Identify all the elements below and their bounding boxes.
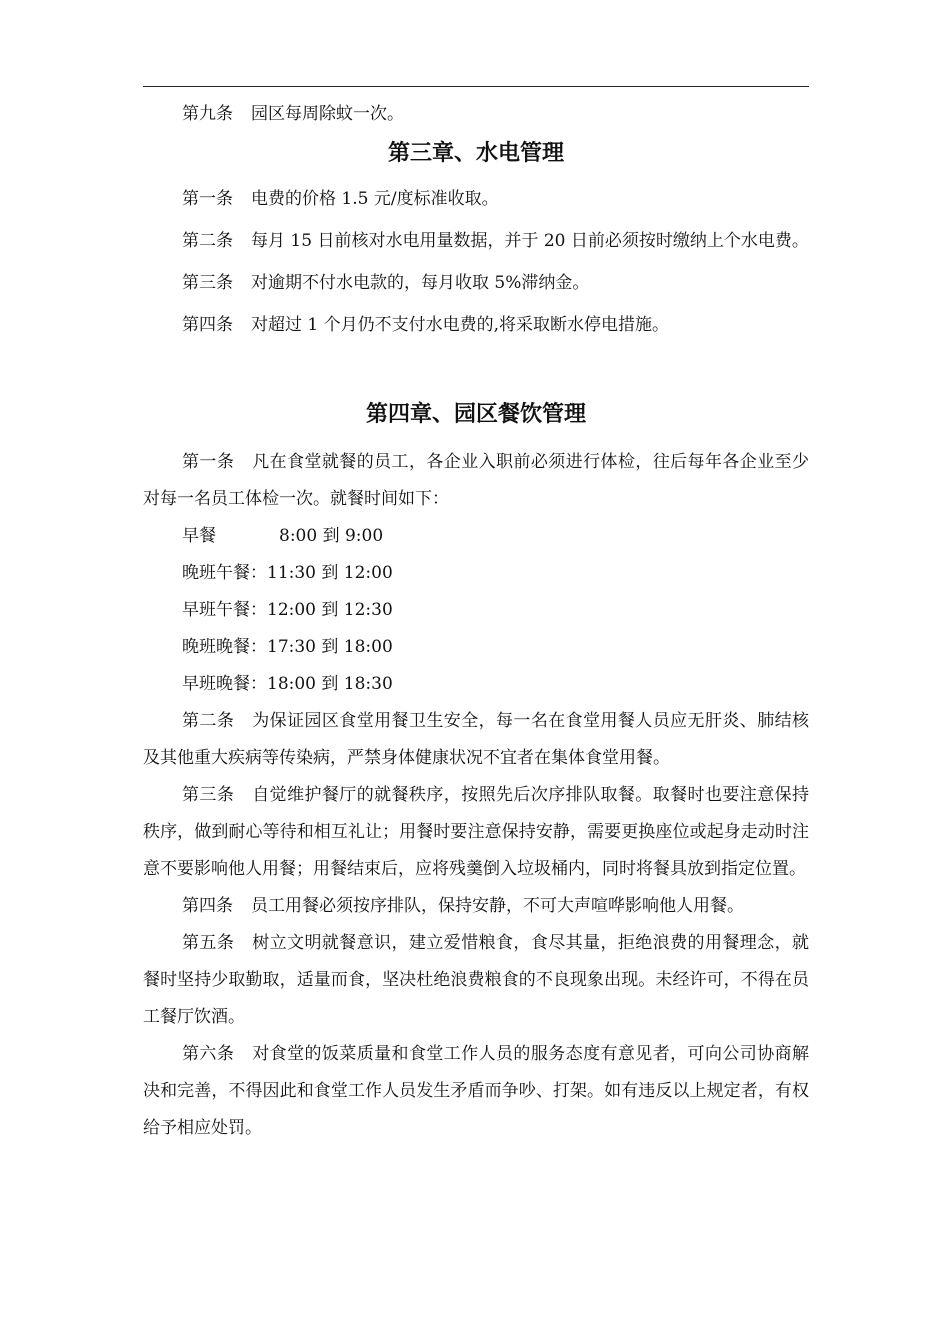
meal-schedule bbox=[143, 518, 809, 703]
header-rule bbox=[143, 86, 809, 87]
article-text: 自觉维护餐厅的就餐秩序，按照先后次序排队取餐。取餐时也要注意保持秩序，做到耐心等待和相互礼让；用餐时要注意保持安静，需要更换座位或起身走动时注意不要影响他人用餐；用餐结束后，应将残羹倒入垃圾桶内，同时将餐具放到指定位置。 bbox=[143, 785, 810, 879]
document-body bbox=[143, 96, 809, 1147]
article-text: 对逾期不付水电款的，每月收取 5%滞纳金。 bbox=[251, 273, 590, 293]
article-label: 第二条 bbox=[182, 711, 235, 731]
meal-time: 8:00 到 9:00 bbox=[279, 526, 384, 546]
chapter-4-title: 第四章、园区餐饮管理 bbox=[365, 401, 586, 427]
meal-row bbox=[182, 518, 809, 555]
meal-name: 晚班晚餐： bbox=[182, 637, 267, 657]
meal-row bbox=[182, 629, 809, 666]
article-ch3-1 bbox=[143, 181, 809, 218]
article-text: 对食堂的饭菜质量和食堂工作人员的服务态度有意见者，可向公司协商解决和完善，不得因此和食堂工作人员发生矛盾而争吵、打架。如有违反以上规定者，有权给予相应处罚。 bbox=[143, 1044, 810, 1138]
article-label: 第一条 bbox=[182, 189, 233, 209]
article-text: 园区每周除蚊一次。 bbox=[251, 104, 404, 124]
article-label: 第三条 bbox=[182, 785, 235, 805]
article-label: 第四条 bbox=[182, 896, 233, 916]
meal-row bbox=[182, 666, 809, 703]
article-ch4-6 bbox=[143, 1036, 809, 1147]
article-ch3-3 bbox=[143, 265, 809, 302]
article-label: 第一条 bbox=[182, 452, 235, 472]
article-text: 每月 15 日前核对水电用量数据，并于 20 日前必须按时缴纳上个水电费。 bbox=[251, 231, 809, 251]
meal-row bbox=[182, 555, 809, 592]
article-text: 员工用餐必须按序排队，保持安静，不可大声喧哗影响他人用餐。 bbox=[251, 896, 744, 916]
article-ch4-1 bbox=[143, 444, 809, 518]
meal-time: 11:30 到 12:00 bbox=[267, 563, 393, 583]
article-label: 第四条 bbox=[182, 315, 233, 335]
meal-row bbox=[182, 592, 809, 629]
article-text: 电费的价格 1.5 元/度标准收取。 bbox=[251, 189, 499, 209]
article-label: 第二条 bbox=[182, 231, 233, 251]
article-text: 树立文明就餐意识，建立爱惜粮食，食尽其量，拒绝浪费的用餐理念，就餐时坚持少取勤取，适量而食，坚决杜绝浪费粮食的不良现象出现。未经许可，不得在员工餐厅饮酒。 bbox=[143, 933, 810, 1027]
article-text: 为保证园区食堂用餐卫生安全，每一名在食堂用餐人员应无肝炎、肺结核及其他重大疾病等传染病，严禁身体健康状况不宜者在集体食堂用餐。 bbox=[143, 711, 810, 768]
meal-name: 晚班午餐： bbox=[182, 563, 267, 583]
article-ch4-2 bbox=[143, 703, 809, 777]
article-label: 第三条 bbox=[182, 273, 233, 293]
meal-time: 12:00 到 12:30 bbox=[267, 600, 393, 620]
meal-time: 18:00 到 18:30 bbox=[267, 674, 393, 694]
article-ch3-4 bbox=[143, 307, 809, 344]
article-label: 第九条 bbox=[182, 104, 233, 124]
article-text: 对超过 1 个月仍不支付水电费的,将采取断水停电措施。 bbox=[251, 315, 670, 335]
chapter-3-title: 第三章、水电管理 bbox=[387, 140, 564, 166]
article-ch3-2 bbox=[143, 223, 809, 260]
article-label: 第五条 bbox=[182, 933, 235, 953]
article-ch2-9 bbox=[143, 96, 809, 133]
article-ch4-4 bbox=[143, 888, 809, 925]
article-label: 第六条 bbox=[182, 1044, 235, 1064]
article-ch4-5 bbox=[143, 925, 809, 1036]
article-text: 凡在食堂就餐的员工，各企业入职前必须进行体检，往后每年各企业至少对每一名员工体检一次。就餐时间如下： bbox=[143, 452, 810, 509]
meal-time: 17:30 到 18:00 bbox=[267, 637, 393, 657]
meal-name: 早班晚餐： bbox=[182, 674, 267, 694]
meal-name: 早班午餐： bbox=[182, 600, 267, 620]
meal-name: 早餐 bbox=[182, 526, 216, 546]
article-ch4-3 bbox=[143, 777, 809, 888]
